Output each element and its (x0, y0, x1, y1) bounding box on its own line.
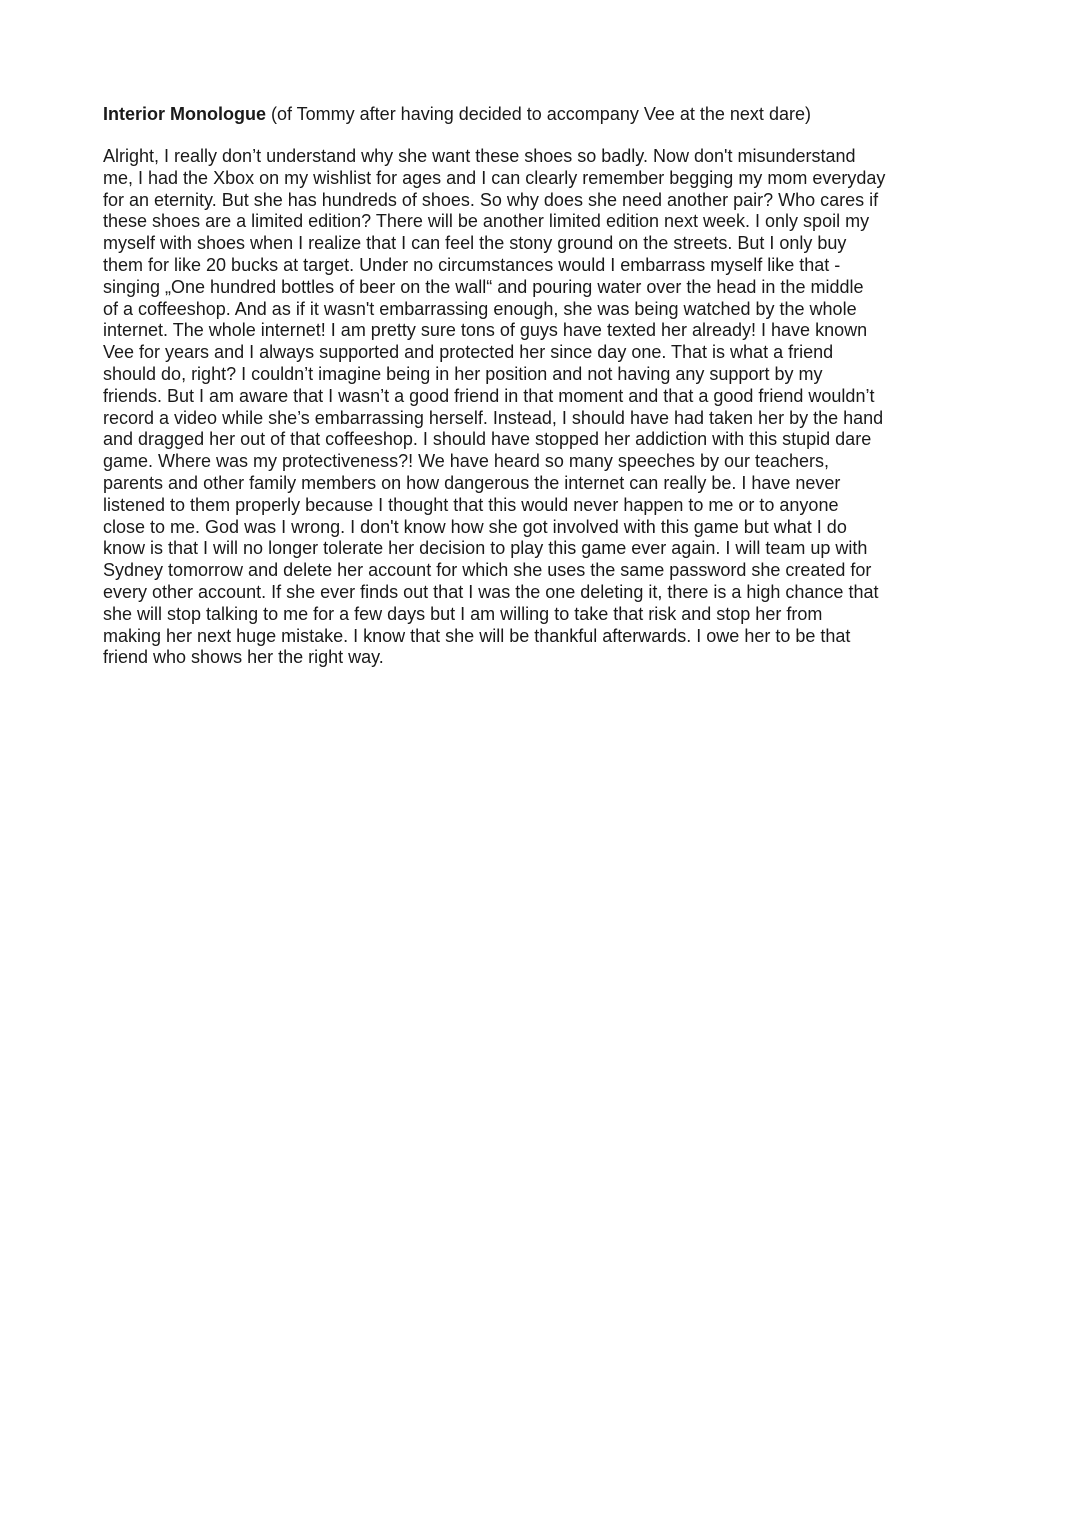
paragraph-line: Sydney tomorrow and delete her account for which she uses the same password she created for (103, 560, 872, 581)
paragraph-line: game. Where was my protectiveness?! We have heard so many speeches by our teachers, (103, 451, 830, 472)
paragraph-line: making her next huge mistake. I know that she will be thankful afterwards. I owe her to be that (103, 625, 851, 646)
document-content (103, 103, 983, 669)
heading-title: Interior Monologue (103, 104, 266, 124)
paragraph-line: parents and other family members on how dangerous the internet can really be. I have never (103, 472, 841, 493)
paragraph-line: every other account. If she ever finds out that I was the one deleting it, there is a high chance that (103, 581, 879, 602)
paragraph-line: friend who shows her the right way. (103, 647, 384, 668)
paragraph-line: these shoes are a limited edition? There will be another limited edition next week. I only spoil my (103, 211, 870, 232)
paragraph-line: she will stop talking to me for a few days but I am willing to take that risk and stop her from (103, 603, 823, 624)
paragraph-line: and dragged her out of that coffeeshop. I should have stopped her addiction with this stupid dare (103, 429, 872, 450)
paragraph-line: listened to them properly because I thought that this would never happen to me or to anyone (103, 494, 839, 515)
document-heading (103, 103, 983, 126)
paragraph-line: should do, right? I couldn’t imagine being in her position and not having any support by my (103, 363, 823, 384)
paragraph-line: me, I had the Xbox on my wishlist for ages and I can clearly remember begging my mom everyday (103, 167, 886, 188)
paragraph-line: Vee for years and I always supported and protected her since day one. That is what a friend (103, 342, 834, 363)
paragraph-line: myself with shoes when I realize that I can feel the stony ground on the streets. But I only buy (103, 233, 847, 254)
heading-subtitle: (of Tommy after having decided to accompany Vee at the next dare) (265, 104, 811, 124)
paragraph-line: singing „One hundred bottles of beer on the wall“ and pouring water over the head in the middle (103, 276, 864, 297)
paragraph-line: of a coffeeshop. And as if it wasn't embarrassing enough, she was being watched by the whole (103, 298, 857, 319)
paragraph-line: know is that I will no longer tolerate her decision to play this game ever again. I will team up with (103, 538, 868, 559)
paragraph-line: Alright, I really don’t understand why she want these shoes so badly. Now don't misunderstand (103, 146, 856, 166)
paragraph-line: them for like 20 bucks at target. Under no circumstances would I embarrass myself like that - (103, 254, 841, 275)
paragraph-line: for an eternity. But she has hundreds of shoes. So why does she need another pair? Who cares if (103, 189, 879, 210)
paragraph-line: internet. The whole internet! I am pretty sure tons of guys have texted her already! I have known (103, 320, 868, 341)
paragraph-line: close to me. God was I wrong. I don't know how she got involved with this game but what I do (103, 516, 847, 537)
paragraph-line: record a video while she’s embarrassing herself. Instead, I should have had taken her by the hand (103, 407, 884, 428)
monologue-paragraph (103, 146, 983, 669)
paragraph-line: friends. But I am aware that I wasn’t a good friend in that moment and that a good friend wouldn’t (103, 385, 875, 406)
